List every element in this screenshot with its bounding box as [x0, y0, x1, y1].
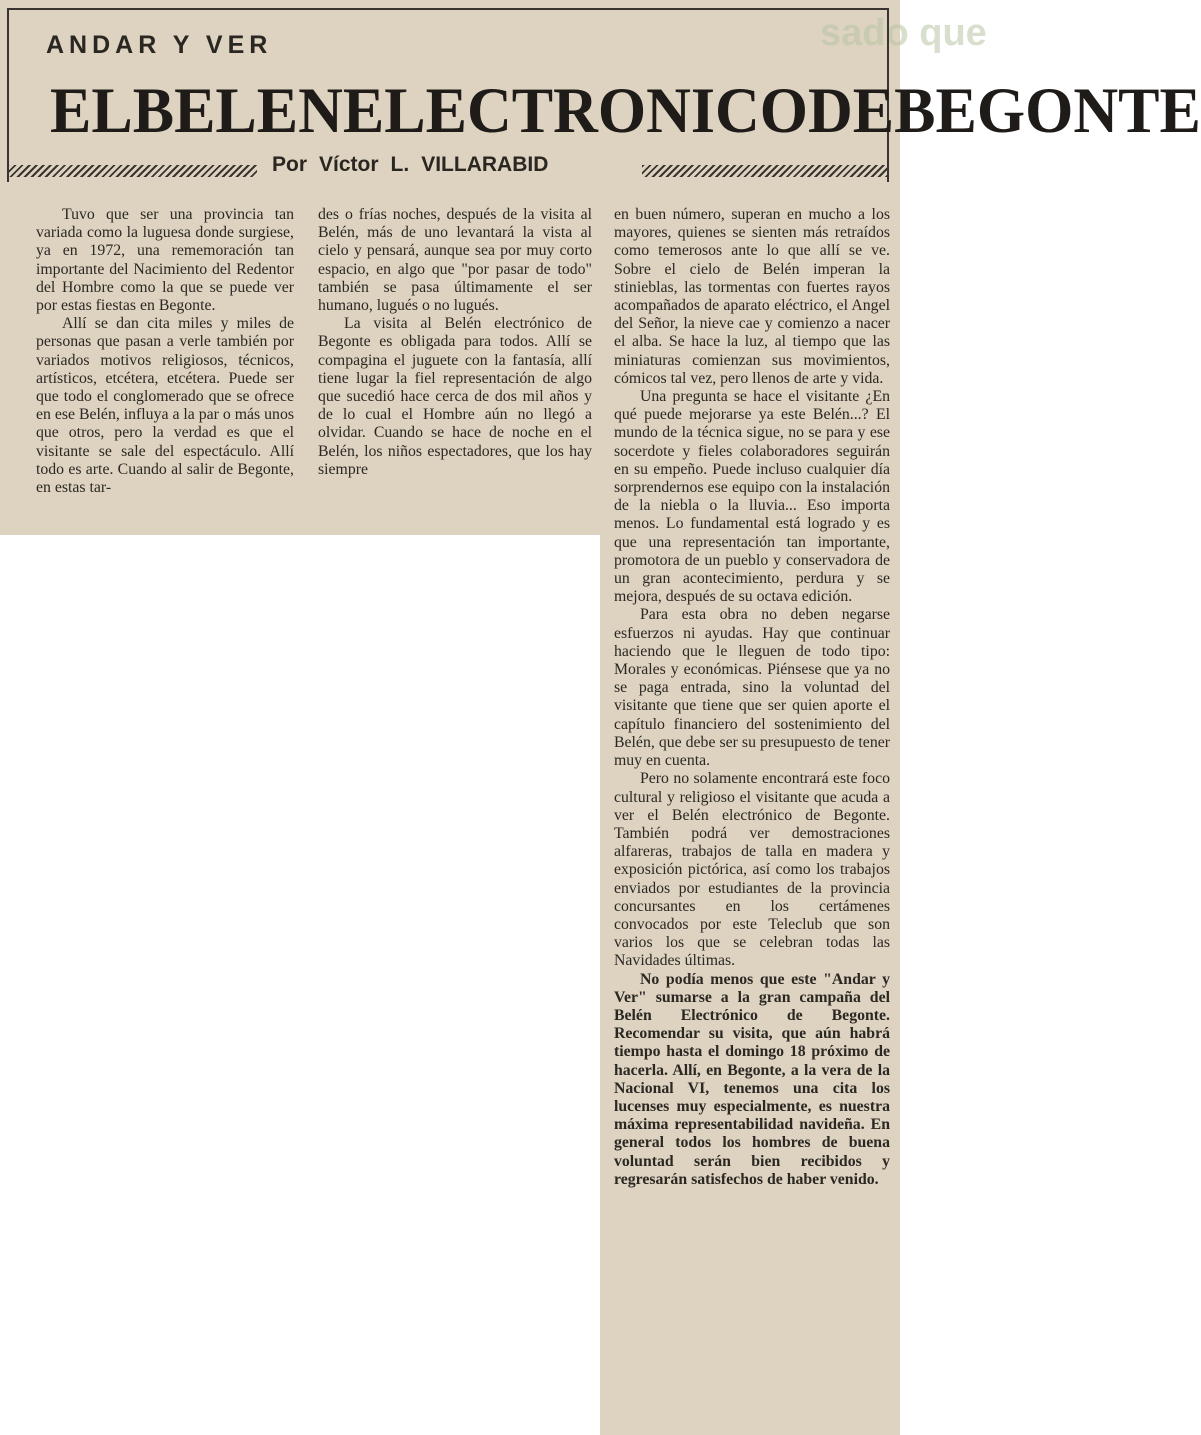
byline — [272, 153, 548, 177]
byline-prefix: Por — [272, 153, 308, 176]
header-hatch-left — [7, 165, 257, 177]
bleed-through-text: sado que — [820, 12, 987, 54]
headline-word: BEGONTE — [894, 75, 1201, 147]
byline-first-name: Víctor — [319, 153, 379, 176]
section-kicker: ANDAR Y VER — [46, 31, 273, 59]
paragraph: Pero no solamente encontrará este foco cultural y religioso el visitante que acuda a ver el Belén electrónico de Begonte. También podrá ver demostraciones alfareras, trabajos de talla en madera y exposición pictórica, así como los trabajos enviados por estudiantes de la provincia concursantes en los certámenes convocados por este Teleclub que son varios los que se celebran todas las Navidades últimas. — [614, 770, 890, 970]
headline-word: BELEN — [132, 75, 343, 147]
headline-word: EL — [50, 75, 133, 147]
paragraph: Para esta obra no deben negarse esfuerzos ni ayudas. Hay que continuar haciendo que le lleguen de todo tipo: Morales y económicas. Piénsese que ya no se paga entrada, sino la voluntad del visitante que tiene que ser quien aporte el capítulo financiero del sostenimiento del Belén, que debe ser su presupuesto de tener muy en cuenta. — [614, 606, 890, 770]
paragraph: Una pregunta se hace el visitante ¿En qué puede mejorarse ya este Belén...? El mundo de la técnica sigue, no se para y ese socerdote y fieles colaboradores seguirán en su empeño. Puede incluso cualquier día sorprendernos ese equipo con la instalación de la niebla o la lluvia... Eso importa menos. Lo fundamental está logrado y es que una representación tan importante, promotora de un pueblo y conservadora de un gran acontecimiento, perdura y se mejora, después de su octava edición. — [614, 388, 890, 606]
paragraph-closing: No podía menos que este "Andar y Ver" sumarse a la gran campaña del Belén Electrónico de Begonte. Recomendar su visita, que aún habrá tiempo hasta el domingo 18 próximo de hacerla. Allí, en Begonte, a la vera de la Nacional VI, tenemos una cita los lucenses muy especialmente, es nuestra máxima representabilidad navideña. En general todos los hombres de buena voluntad serán bien recibidos y regresarán satisfechos de haber venido. — [614, 970, 890, 1188]
paragraph: Tuvo que ser una provincia tan variada como la luguesa donde surgiese, ya en 1972, una rememoración tan importante del Nacimiento del Redentor del Hombre como la que se puede ver por estas fiestas en Begonte. — [36, 206, 294, 315]
headline-word: ELECTRONICO — [342, 75, 809, 147]
article-column-3 — [614, 206, 890, 1189]
paragraph: Allí se dan cita miles y miles de personas que pasan a verle también por variados motivos religiosos, técnicos, artísticos, etcétera, etcétera. Puede ser que todo el conglomerado que se ofrece en ese Belén, influya a la par o más unos que otros, pero la verdad es que el visitante se sale del espectáculo. Allí todo es arte. Cuando al salir de Begonte, en estas tar- — [36, 315, 294, 497]
paragraph: des o frías noches, después de la visita al Belén, más de uno levantará la vista al cielo y pensará, aunque sea por muy corto espacio, en algo que "por pasar de todo" también se pasa últimamente el ser humano, lugués o no lugués. — [318, 206, 592, 315]
paragraph: La visita al Belén electrónico de Begonte es obligada para todos. Allí se compagina el juguete con la fantasía, allí tiene lugar la fiel representación de algo que sucedió hace cerca de dos mil años y de lo cual el Hombre aún no llegó a olvidar. Cuando se hace de noche en el Belén, los niños espectadores, que los hay siempre — [318, 315, 592, 478]
header-hatch-right — [642, 165, 889, 177]
article-column-2 — [318, 206, 592, 479]
headline — [50, 74, 1201, 148]
byline-initial: L. — [390, 153, 410, 176]
headline-word: DE — [808, 75, 895, 147]
article-column-1 — [36, 206, 294, 497]
byline-surname: VILLARABID — [421, 153, 549, 176]
paragraph: en buen número, superan en mucho a los mayores, quienes se sienten más retraídos como temerosos ante lo que allí se ve. Sobre el cielo de Belén imperan la stinieblas, las tormentas con fuertes rayos acompañados de aparato eléctrico, el Angel del Señor, la nieve cae y comienzo a nacer el alba. Se hace la luz, al tiempo que las miniaturas comienzan sus movimientos, cómicos tal vez, pero llenos de arte y vida. — [614, 206, 890, 387]
